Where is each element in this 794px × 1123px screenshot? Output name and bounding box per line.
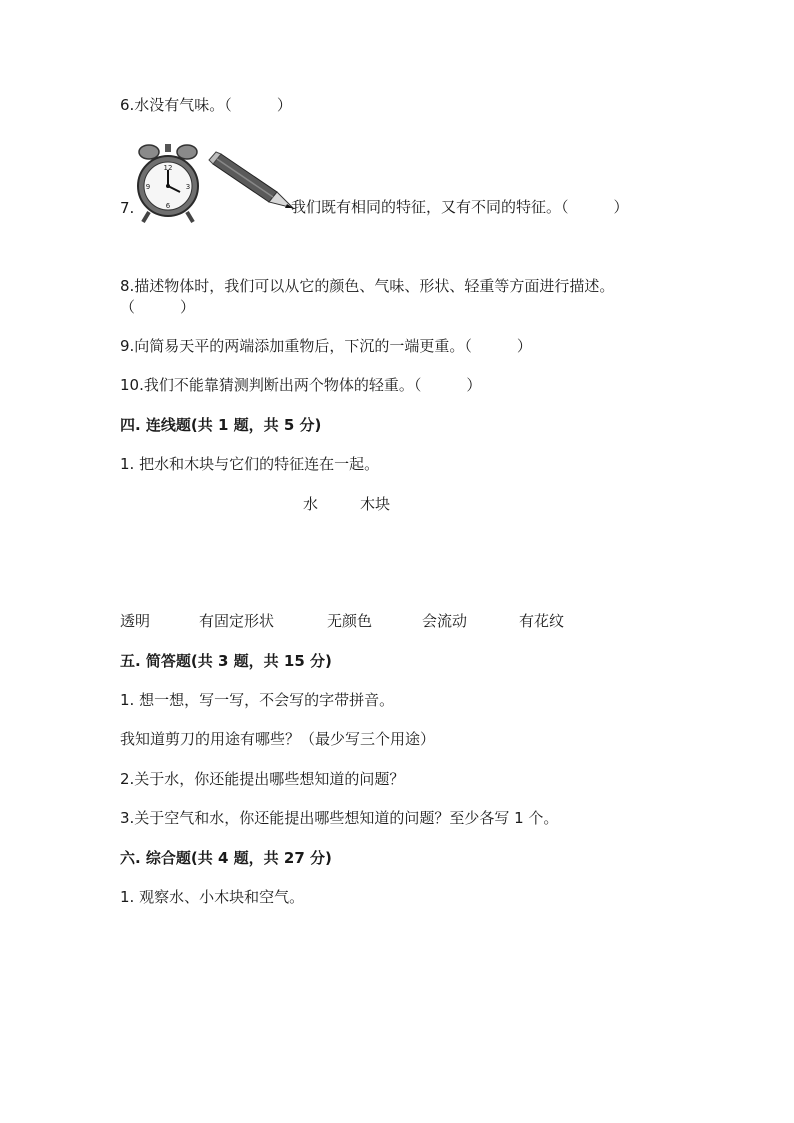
- section-6-heading: 六. 综合题(共 4 题，共 27 分): [120, 849, 332, 867]
- svg-text:3: 3: [185, 183, 191, 191]
- match-option: 有固定形状: [199, 612, 275, 630]
- pencil-icon: [207, 150, 295, 216]
- section-5-question-1: 1. 想一想，写一写，不会写的字带拼音。: [120, 691, 395, 709]
- section-6-question-1: 1. 观察水、小木块和空气。: [120, 888, 305, 906]
- question-7: 我们既有相同的特征，又有不同的特征。（ ）: [291, 198, 629, 216]
- match-option: 有花纹: [519, 612, 565, 630]
- question-10: 10.我们不能靠猜测判断出两个物体的轻重。（ ）: [120, 376, 482, 394]
- match-item-water: 水: [303, 495, 319, 513]
- section-5-question-2: 2.关于水，你还能提出哪些想知道的问题？: [120, 770, 405, 788]
- section-4-heading: 四. 连线题(共 1 题，共 5 分): [120, 416, 322, 434]
- section-5-question-3: 3.关于空气和水，你还能提出哪些想知道的问题？至少各写 1 个。: [120, 809, 559, 827]
- svg-text:9: 9: [145, 183, 151, 191]
- svg-text:12: 12: [163, 164, 173, 172]
- match-option: 会流动: [422, 612, 468, 630]
- alarm-clock-icon: [135, 140, 201, 228]
- question-8-blank: （ ）: [120, 298, 196, 316]
- question-9: 9.向简易天平的两端添加重物后，下沉的一端更重。（ ）: [120, 337, 532, 355]
- section-4-question-1: 1. 把水和木块与它们的特征连在一起。: [120, 455, 380, 473]
- match-option: 无颜色: [327, 612, 373, 630]
- match-item-wood: 木块: [360, 495, 391, 513]
- match-option: 透明: [120, 612, 151, 630]
- question-8: 8.描述物体时，我们可以从它的颜色、气味、形状、轻重等方面进行描述。: [120, 277, 615, 295]
- question-7-number: 7.: [120, 199, 135, 217]
- section-5-question-1-sub: 我知道剪刀的用途有哪些？（最少写三个用途）: [120, 730, 436, 748]
- svg-text:6: 6: [165, 202, 171, 210]
- section-5-heading: 五. 简答题(共 3 题，共 15 分): [120, 652, 332, 670]
- question-6: 6.水没有气味。（ ）: [120, 96, 292, 114]
